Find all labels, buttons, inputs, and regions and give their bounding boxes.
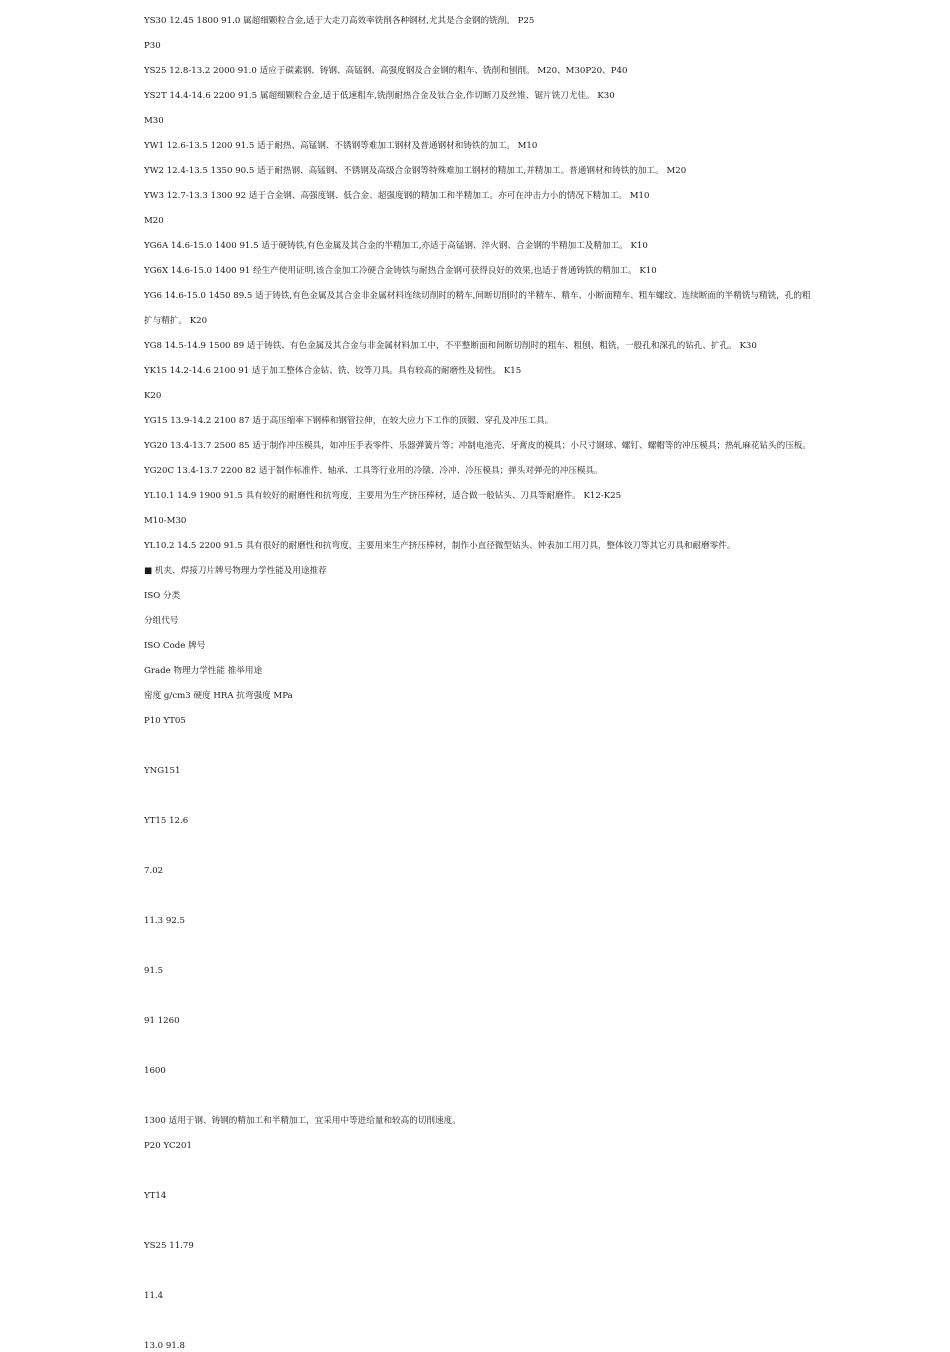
text-line: M30 [144, 116, 164, 126]
text-line: YW1 12.6-13.5 1200 91.5 适于耐热、高锰钢、不锈钢等难加工钢材及普通钢材和铸铁的加工。 M10 [144, 141, 538, 151]
table-header-cell: 密度 g/cm3 硬度 HRA 抗弯强度 MPa [144, 691, 293, 701]
text-line: K20 [144, 391, 162, 401]
table-cell: YNG151 [144, 766, 181, 776]
text-line: YG6A 14.6-15.0 1400 91.5 适于硬铸铁,有色金属及其合金的半精加工,亦适于高锰钢、淬火钢、合金钢的半精加工及精加工。 K10 [144, 241, 648, 251]
text-line: YG20C 13.4-13.7 2200 82 适于制作标准件、轴承、工具等行业用的冷镦、冷冲、冷压模具；弹头对弹壳的冲压模具。 [144, 466, 603, 476]
section-heading: ■ 机夹、焊接刀片牌号物理力学性能及用途推荐 [144, 566, 327, 576]
text-line: P30 [144, 41, 161, 51]
table-header-cell: Grade 物理力学性能 推举用途 [144, 666, 263, 676]
text-line: YG6X 14.6-15.0 1400 91 经生产使用证明,该合金加工冷硬合金铸铁与耐热合金钢可获得良好的效果,也适于普通铸铁的精加工。 K10 [144, 266, 657, 276]
table-cell: YT14 [144, 1191, 167, 1201]
text-line: YS2T 14.4-14.6 2200 91.5 属超细颗粒合金,适于低速粗车,铣削耐热合金及钛合金,作切断刀及丝锥、锯片铣刀尤佳。 K30 [144, 91, 615, 101]
table-cell: 1600 [144, 1066, 166, 1076]
table-header-cell: 分组代号 [144, 616, 179, 626]
table-cell: YT15 12.6 [144, 816, 189, 826]
text-line: YG8 14.5-14.9 1500 89 适于铸铁、有色金属及其合金与非金属材料加工中，不平整断面和间断切削时的粗车、粗刨、粗铣，一般孔和深孔的钻孔、扩孔。 K30 [144, 341, 757, 351]
text-line: YW2 12.4-13.5 1350 90.5 适于耐热钢、高锰钢、不锈钢及高级合金钢等特殊难加工钢材的精加工,并精加工。普通钢材和铸铁的加工。 M20 [144, 166, 687, 176]
text-line: YS25 12.8-13.2 2000 91.0 适应于碳素钢、铸钢、高锰钢、高强度钢及合金钢的粗车、铣削和刨削。 M20、M30P20、P40 [144, 66, 628, 76]
table-cell: 11.3 92.5 [144, 916, 186, 926]
text-line: YG6 14.6-15.0 1450 89.5 适于铸铁,有色金属及其合金非金属材料连续切削时的精车,间断切削时的半精车、精车、小断面精车、粗车螺纹、连续断面的半精铣与精铣，孔的粗 [144, 291, 811, 301]
text-line: M20 [144, 216, 164, 226]
text-line: YL10.1 14.9 1900 91.5 具有较好的耐磨性和抗弯度，主要用为生产挤压棒材，适合做一般钻头、刀具等耐磨件。 K12-K25 [144, 491, 622, 501]
table-cell: P20 YC201 [144, 1141, 192, 1151]
table-cell: 1300 适用于钢、铸钢的精加工和半精加工，宜采用中等进给量和较高的切削速度。 [144, 1116, 461, 1126]
table-header-cell: ISO Code 牌号 [144, 641, 206, 651]
table-cell: 91 1260 [144, 1016, 180, 1026]
table-cell: 7.02 [144, 866, 164, 876]
table-header-cell: ISO 分类 [144, 591, 181, 601]
table-cell: 11.4 [144, 1291, 164, 1301]
text-line: YW3 12.7-13.3 1300 92 适于合金钢、高强度钢、低合金、超强度钢的精加工和半精加工。亦可在冲击力小的情况下精加工。 M10 [144, 191, 650, 201]
table-cell: YS25 11.79 [144, 1241, 194, 1251]
table-cell: 91.5 [144, 966, 164, 976]
text-line: M10-M30 [144, 516, 187, 526]
text-line: YG15 13.9-14.2 2100 87 适于高压缩率下钢棒和钢管拉伸，在较大应力下工作的顶锻、穿孔及冲压工具。 [144, 416, 554, 426]
text-line: YS30 12.45 1800 91.0 属超细颗粒合金,适于大走刀高效率铣削各种钢材,尤其是合金钢的铣削。 P25 [144, 16, 535, 26]
text-line: 扩与精扩。 K20 [144, 316, 208, 326]
text-line: YG20 13.4-13.7 2500 85 适于制作冲压模具，如冲压手表零件、乐器弹簧片等；冲制电池壳、牙膏皮的模具；小尺寸钢球、螺钉、螺帽等的冲压模具；热轧麻花钻头的压板。 [144, 441, 811, 451]
table-cell: P10 YT05 [144, 716, 186, 726]
text-line: YL10.2 14.5 2200 91.5 具有很好的耐磨性和抗弯度，主要用来生产挤压棒材，制作小直径微型钻头、钟表加工用刀具，整体铰刀等其它刃具和耐磨零件。 [144, 541, 736, 551]
text-line: YK15 14.2-14.6 2100 91 适于加工整体合金钻、铣、铰等刀具。具有较高的耐磨性及韧性。 K15 [144, 366, 522, 376]
table-cell: 13.0 91.8 [144, 1341, 186, 1351]
